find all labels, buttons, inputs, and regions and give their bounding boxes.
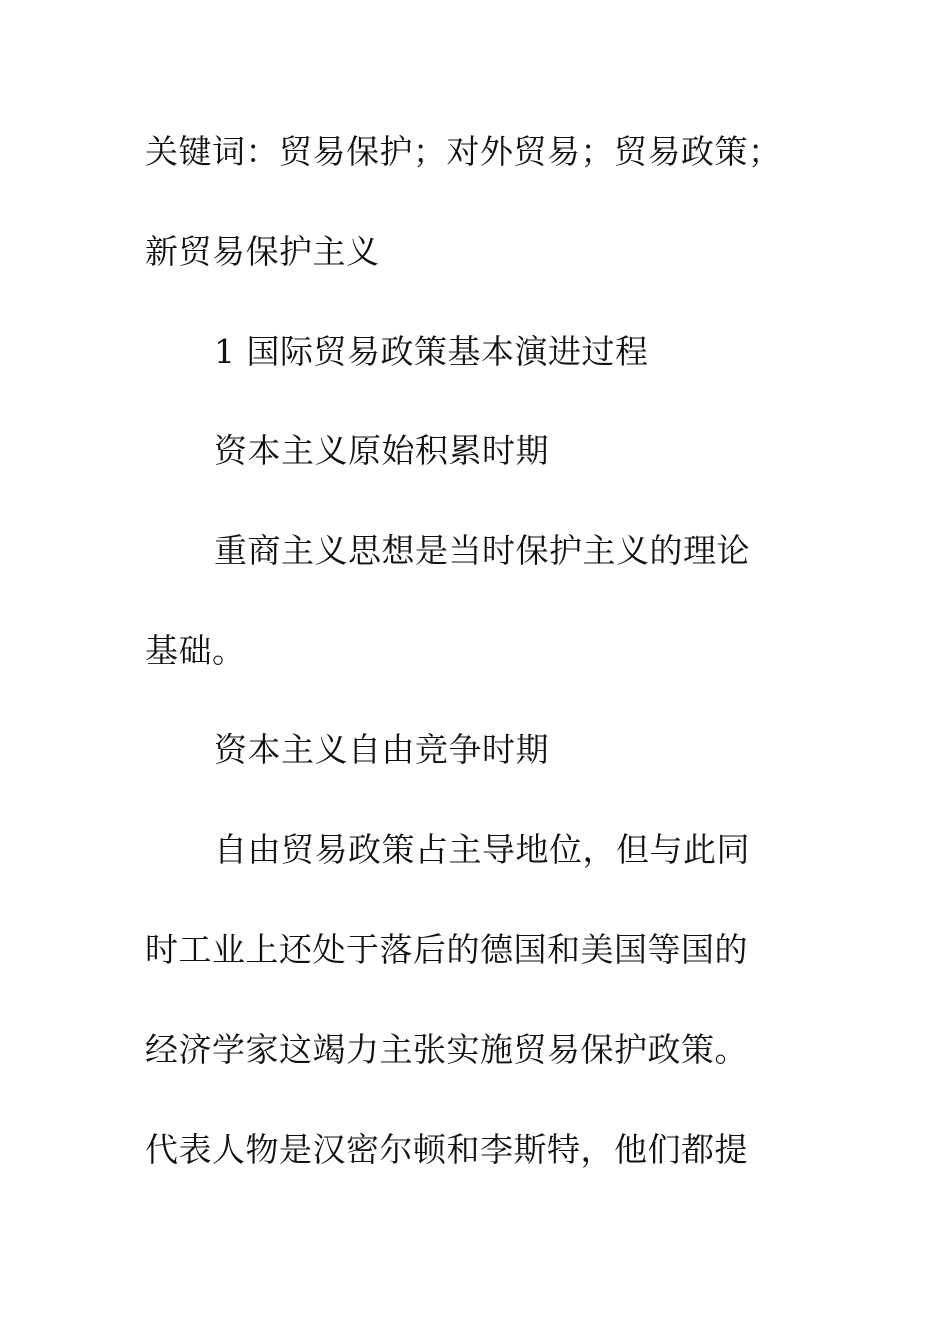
paragraph-2-line-2: 时工业上还处于落后的德国和美国等国的 [145, 930, 748, 969]
paragraph-2-line-3: 经济学家这竭力主张实施贸易保护政策。 [145, 1030, 748, 1069]
period-1-heading: 资本主义原始积累时期 [214, 431, 549, 470]
paragraph-2-line-4: 代表人物是汉密尔顿和李斯特，他们都提 [145, 1130, 748, 1169]
paragraph-1-line-2: 基础。 [145, 631, 246, 670]
period-2-heading: 资本主义自由竞争时期 [214, 730, 549, 769]
section-heading: 1 国际贸易政策基本演进过程 [214, 332, 649, 371]
keywords-line-1: 关键词：贸易保护；对外贸易；贸易政策； [145, 132, 782, 171]
keywords-line-2: 新贸易保护主义 [145, 232, 380, 271]
paragraph-1-line-1: 重商主义思想是当时保护主义的理论 [214, 531, 750, 570]
paragraph-2-line-1: 自由贸易政策占主导地位，但与此同 [214, 830, 750, 869]
